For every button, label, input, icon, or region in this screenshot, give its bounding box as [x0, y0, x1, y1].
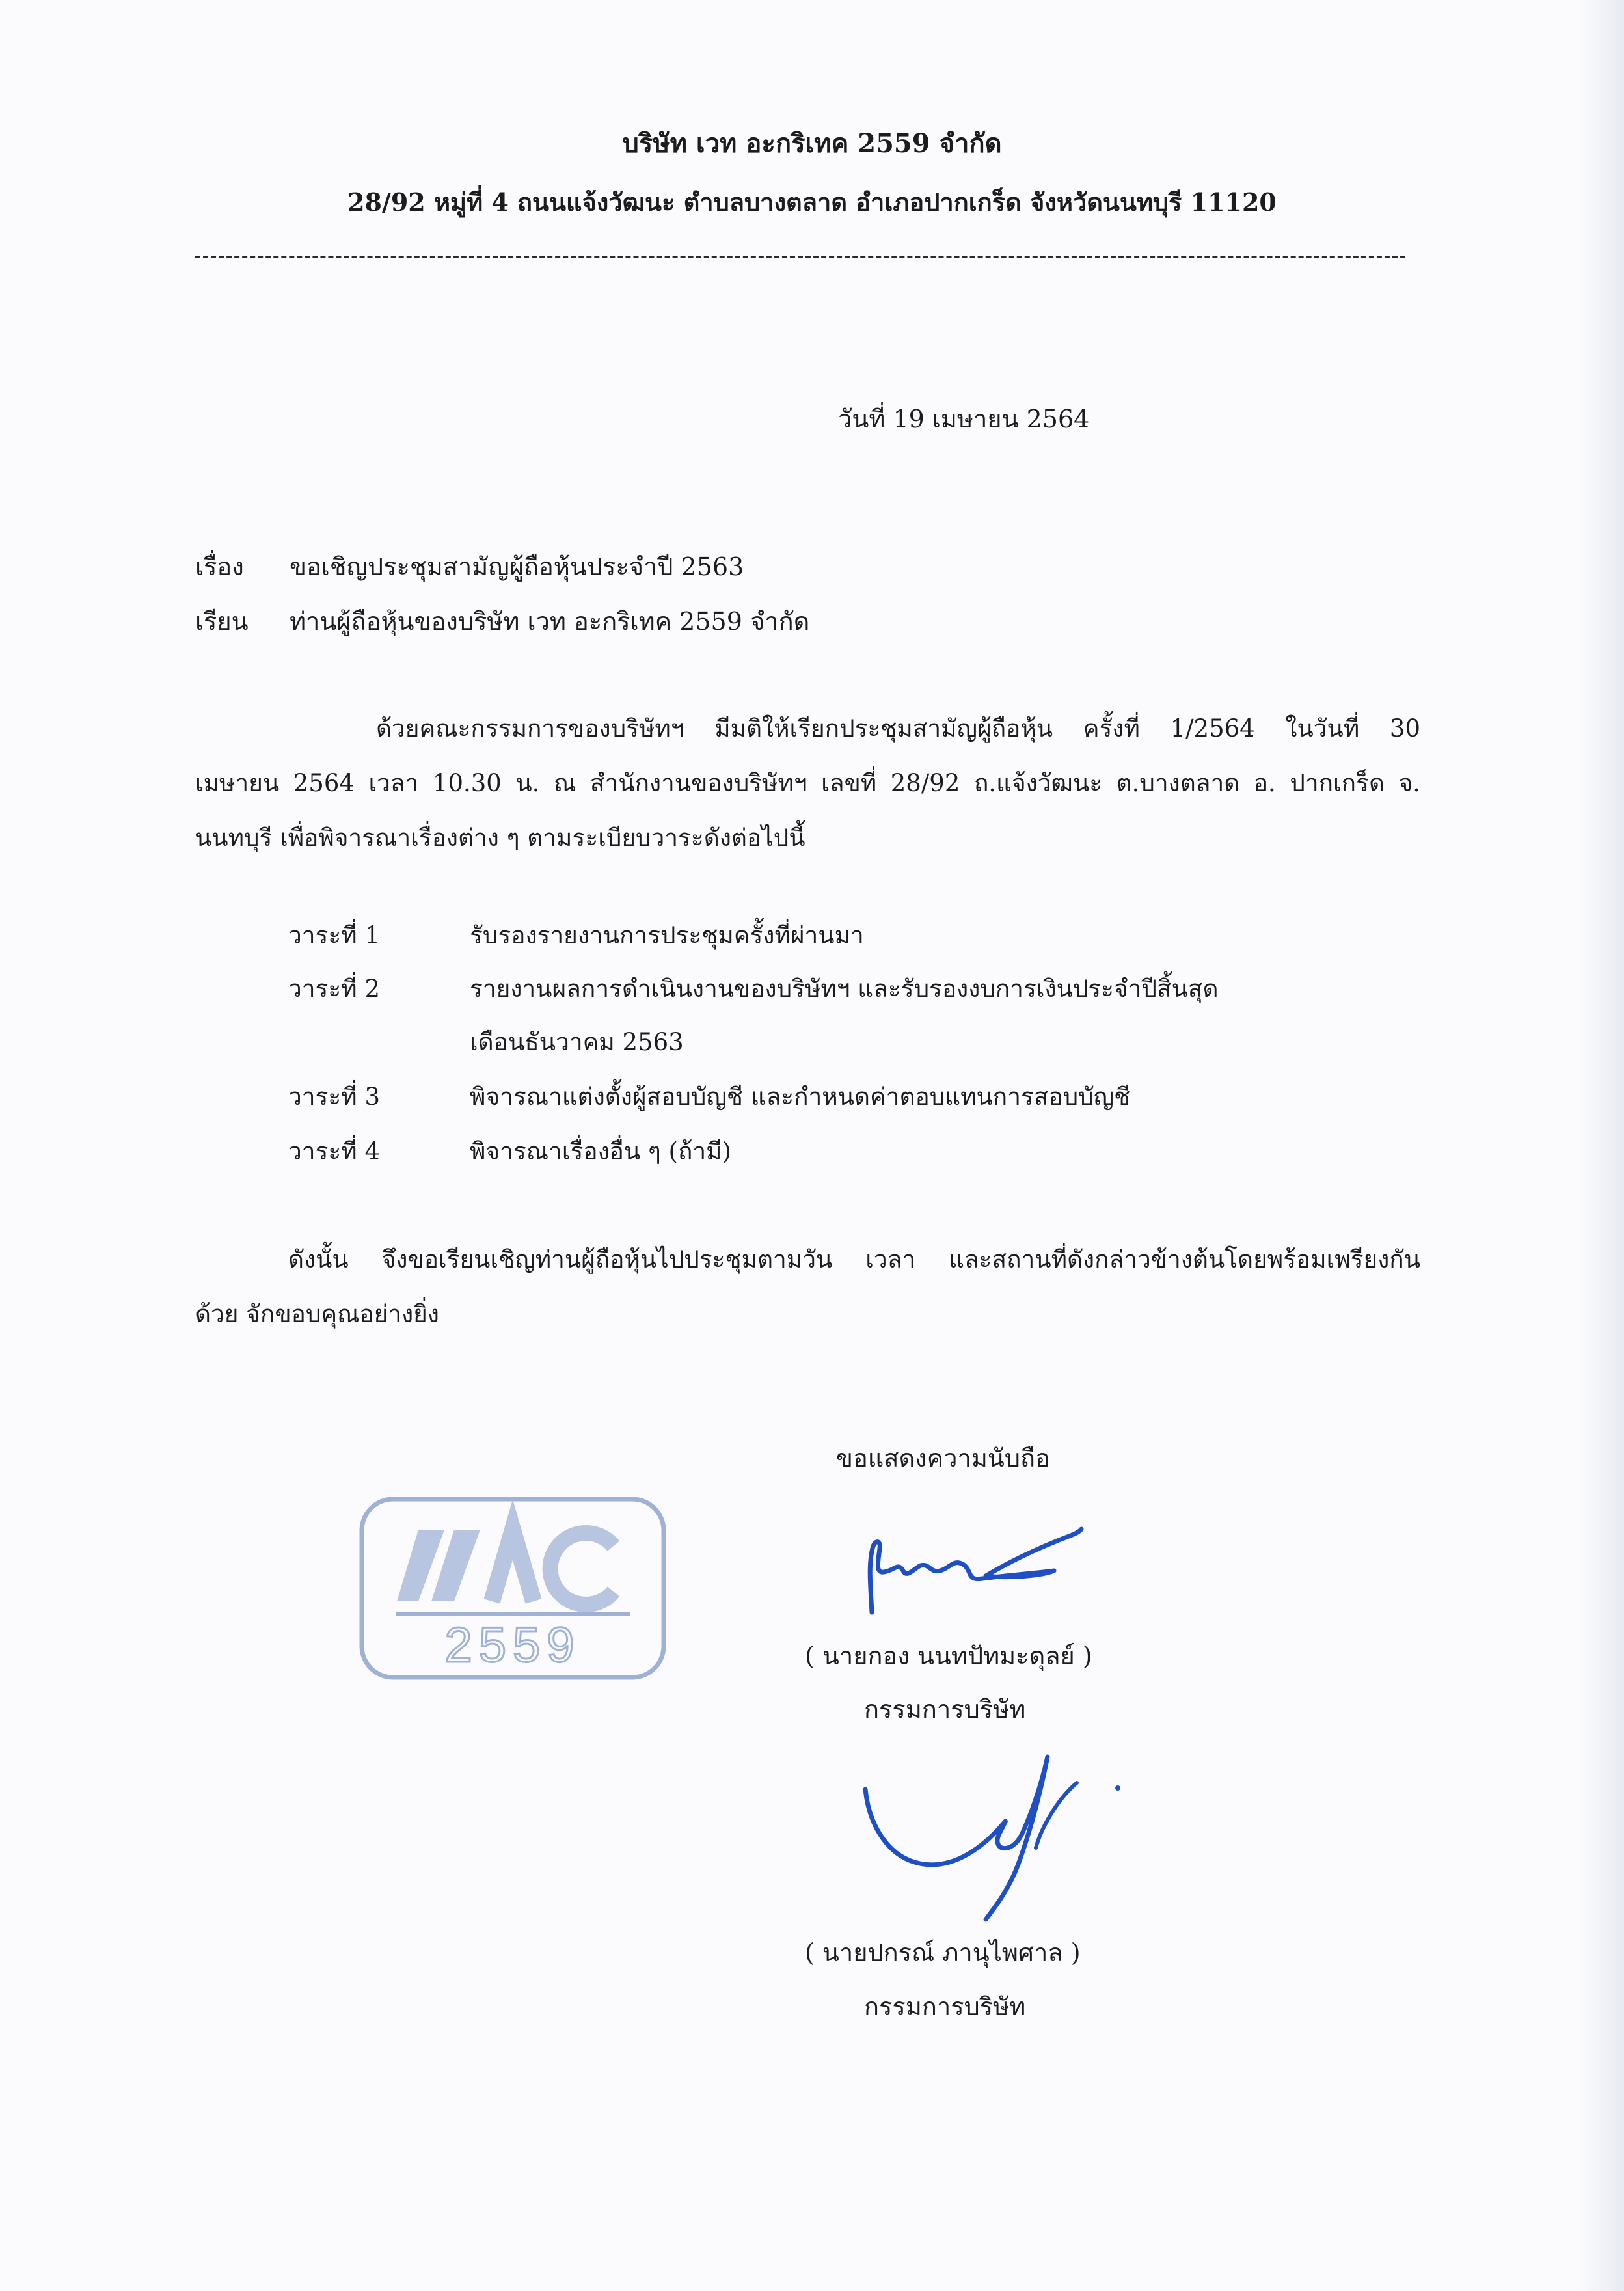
company-stamp [357, 1494, 669, 1683]
signatory-2-name: ( นายปกรณ์ ภานุไพศาล ) [805, 1938, 1081, 1967]
closing-line-1: ดังนั้น จึงขอเรียนเชิญท่านผู้ถือหุ้นไปประชุมตามวัน เวลา และสถานที่ดังกล่าวข้างต้นโดยพร้อมเพรียงกัน [288, 1245, 1420, 1273]
agenda-2-label: วาระที่ 2 [288, 975, 380, 1003]
subject-text: ขอเชิญประชุมสามัญผู้ถือหุ้นประจำปี 2563 [290, 552, 744, 581]
agenda-4-text: พิจารณาเรื่องอื่น ๆ (ถ้ามี) [470, 1137, 731, 1165]
agenda-1-label: วาระที่ 1 [288, 921, 380, 949]
page-edge-shadow [1578, 0, 1624, 2291]
agenda-4-label: วาระที่ 4 [288, 1137, 380, 1165]
agenda-3-label: วาระที่ 3 [288, 1083, 380, 1111]
stamp-logo-stroke-4 [550, 1533, 614, 1605]
agenda-1-text: รับรองรายงานการประชุมครั้งที่ผ่านมา [470, 921, 864, 949]
signatory-2-title: กรรมการบริษัท [864, 1992, 1026, 2021]
agenda-2-text-cont: เดือนธันวาคม 2563 [470, 1028, 684, 1056]
letter-date: วันที่ 19 เมษายน 2564 [838, 405, 1090, 433]
body-line-2: เมษายน 2564 เวลา 10.30 น. ณ สำนักงานของบริษัทฯ เลขที่ 28/92 ถ.แจ้งวัฒนะ ต.บางตลาด อ. ปากเกร็ด จ. [195, 769, 1420, 797]
recipient-label: เรียน [195, 607, 249, 636]
header-divider [195, 256, 1405, 258]
agenda-3-text: พิจารณาแต่งตั้งผู้สอบบัญชี และกำหนดค่าตอบแทนการสอบบัญชี [470, 1083, 1131, 1111]
agenda-2-text: รายงานผลการดำเนินงานของบริษัทฯ และรับรองงบการเงินประจำปีสิ้นสุด [470, 975, 1219, 1003]
signatory-1-title: กรรมการบริษัท [864, 1695, 1026, 1724]
closing-line-2: ด้วย จักขอบคุณอย่างยิ่ง [195, 1300, 439, 1328]
body-line-1: ด้วยคณะกรรมการของบริษัทฯ มีมติให้เรียกประชุมสามัญผู้ถือหุ้น ครั้งที่ 1/2564 ในวันที่ 30 [376, 714, 1420, 742]
signature-2 [846, 1737, 1132, 1926]
company-name: บริษัท เวท อะกริเทค 2559 จำกัด [622, 128, 1002, 159]
signature-1 [852, 1508, 1100, 1625]
recipient-text: ท่านผู้ถือหุ้นของบริษัท เวท อะกริเทค 2559 จำกัด [290, 607, 810, 636]
subject-label: เรื่อง [195, 552, 244, 581]
signatory-1-name: ( นายกอง นนทปัทมะดุลย์ ) [805, 1642, 1092, 1670]
stamp-number: 2559 [444, 1618, 581, 1673]
closing-salutation: ขอแสดงความนับถือ [836, 1444, 1050, 1472]
company-address: 28/92 หมู่ที่ 4 ถนนแจ้งวัฒนะ ตำบลบางตลาด อำเภอปากเกร็ด จังหวัดนนทบุรี 11120 [347, 187, 1277, 217]
body-line-3: นนทบุรี เพื่อพิจารณาเรื่องต่าง ๆ ตามระเบียบวาระดังต่อไปนี้ [195, 824, 805, 852]
stamp-logo-stroke-3 [492, 1530, 534, 1601]
